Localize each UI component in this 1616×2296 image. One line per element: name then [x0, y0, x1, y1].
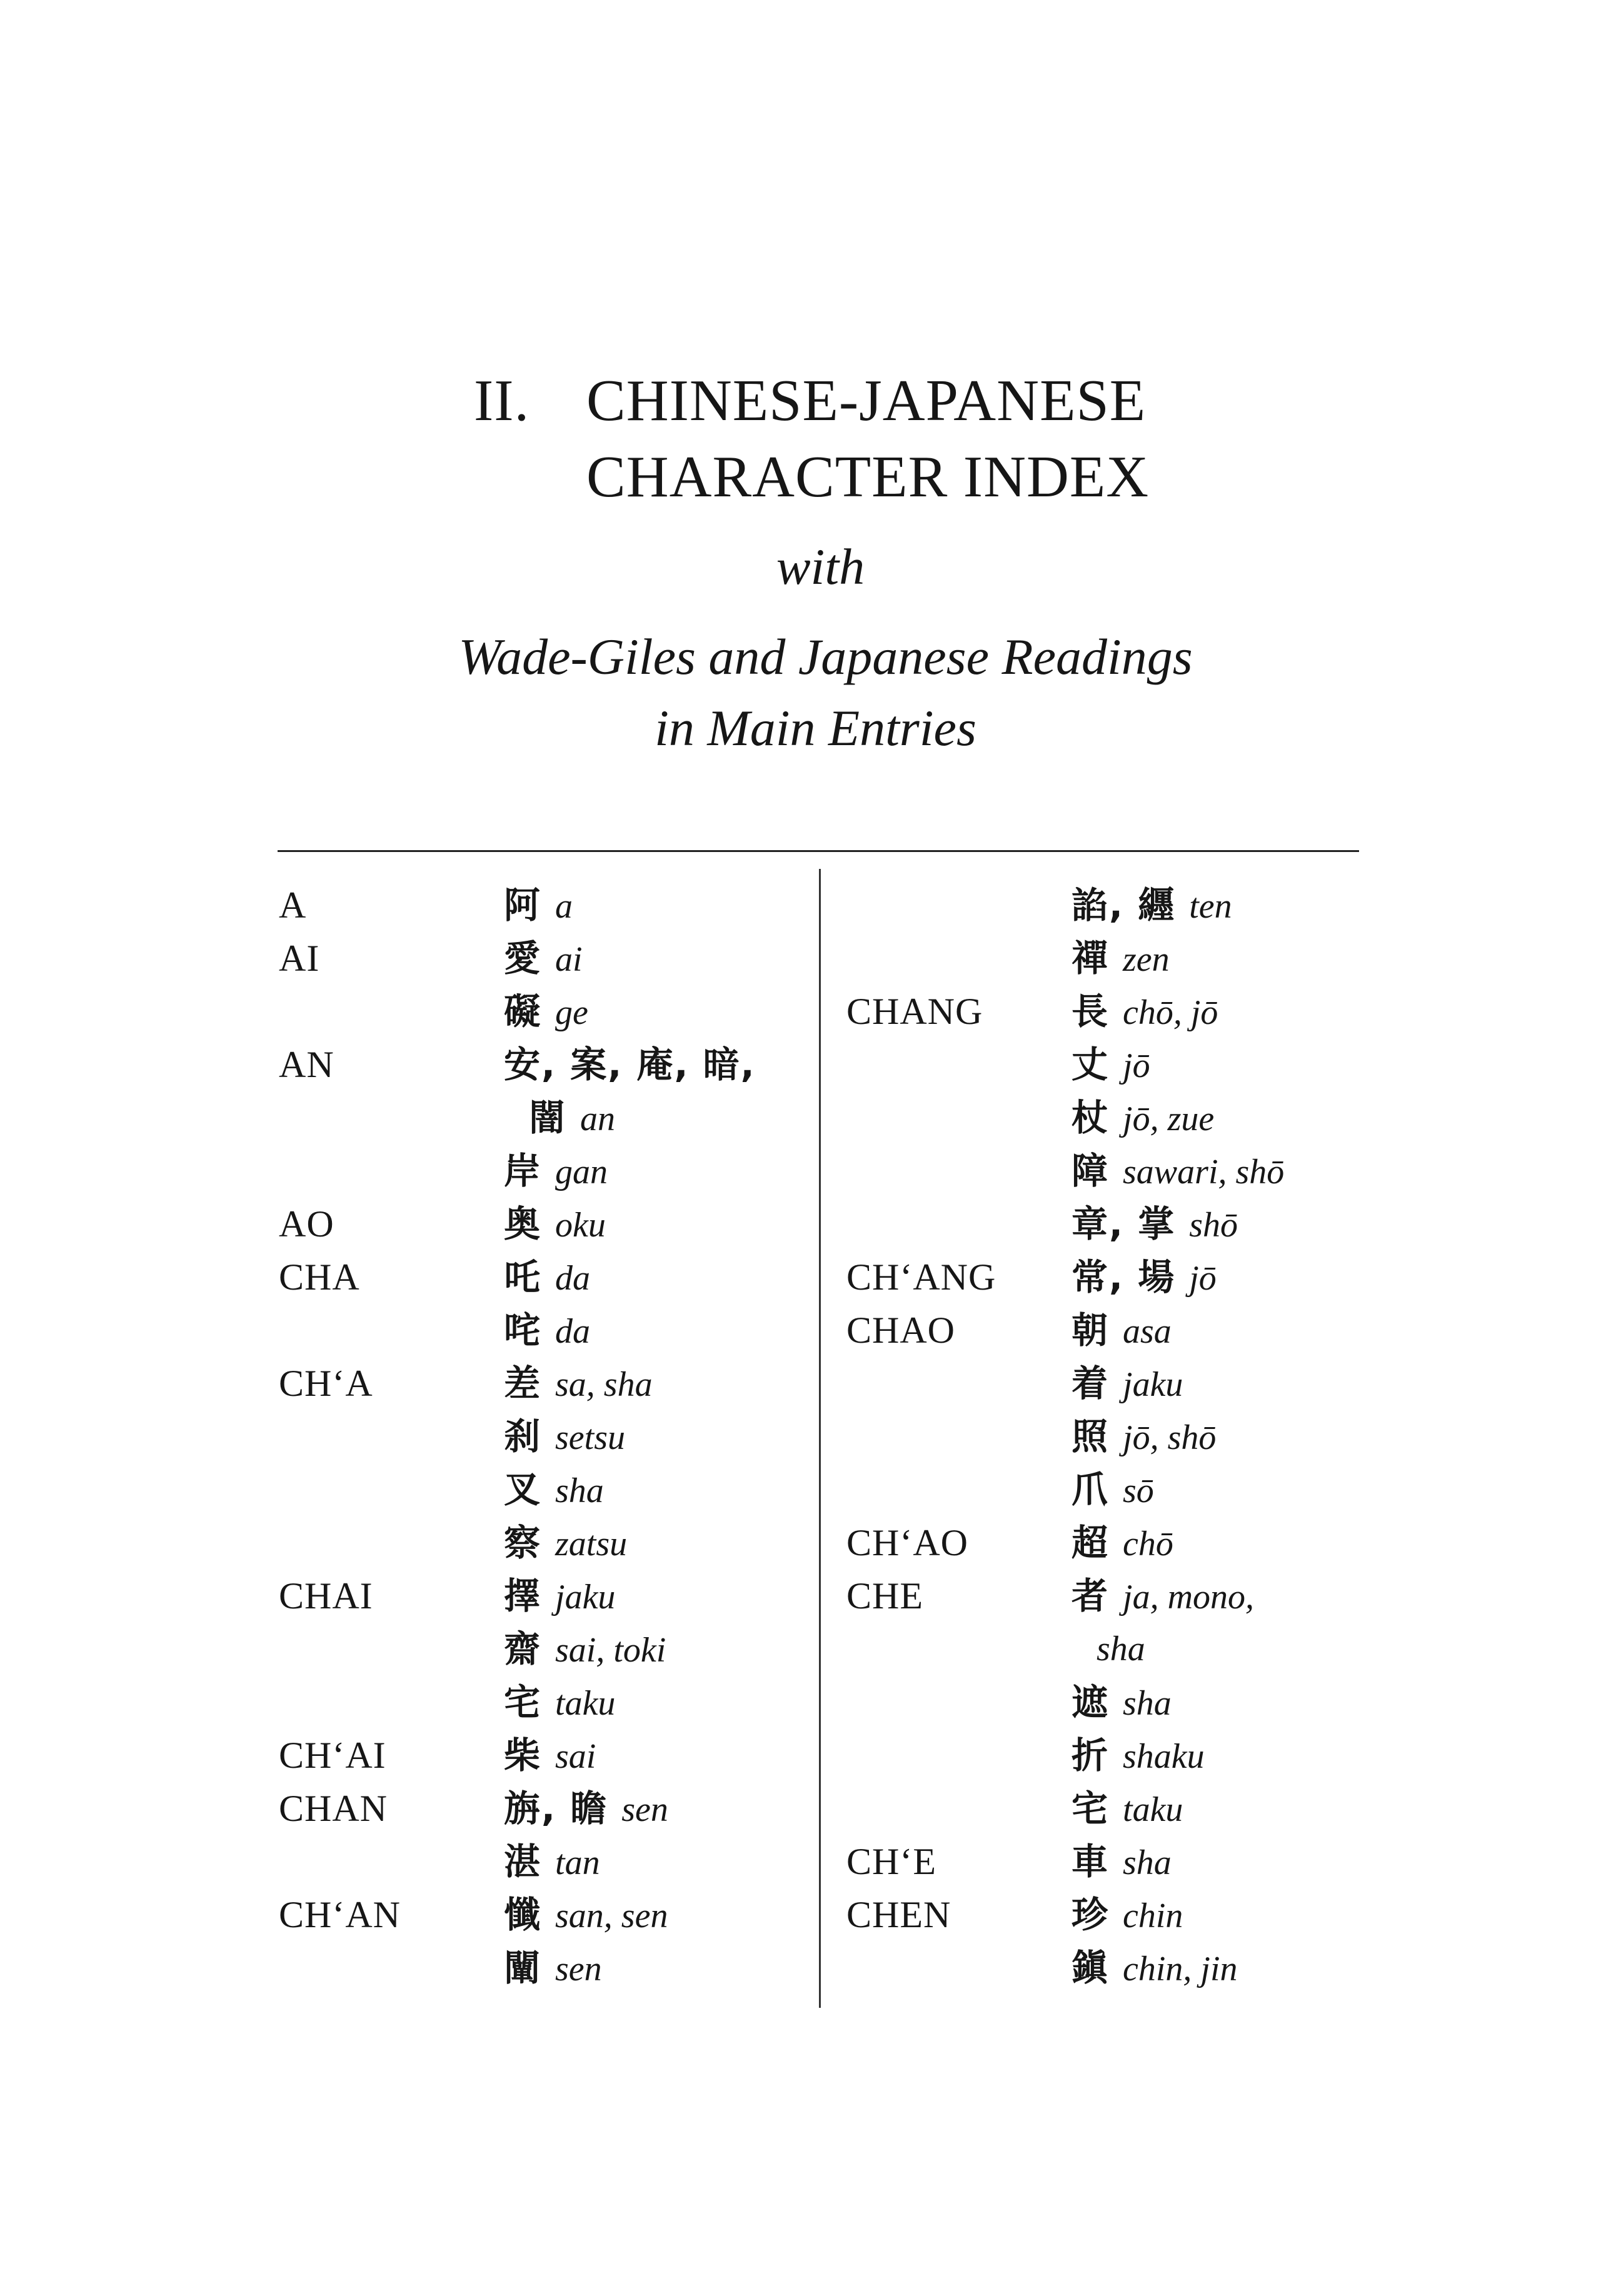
index-row [846, 1251, 1359, 1304]
character-entry [1071, 1942, 1238, 2004]
japanese-reading: ai [555, 940, 583, 979]
wade-giles-heading: CHAI [279, 1575, 373, 1617]
wade-giles-heading: CHAO [846, 1310, 956, 1351]
kanji-characters: 宅 [504, 1681, 542, 1723]
index-row [279, 1516, 804, 1570]
kanji-characters: 宅 [1071, 1787, 1110, 1830]
index-row [846, 1729, 1359, 1782]
japanese-reading: sha [1123, 1843, 1172, 1882]
japanese-reading: jō [1189, 1259, 1217, 1298]
kanji-characters: 遮 [1071, 1681, 1110, 1723]
kanji-characters: 闇 [529, 1096, 567, 1139]
left-index-column [279, 879, 804, 1995]
index-row [846, 1888, 1359, 1942]
index-row [846, 1091, 1359, 1145]
japanese-reading: an [580, 1100, 616, 1138]
index-row [846, 879, 1359, 932]
kanji-characters: 吒 [504, 1256, 542, 1298]
japanese-reading: tan [555, 1843, 600, 1882]
kanji-characters: 安, 案, 庵, 暗, [504, 1043, 756, 1086]
japanese-reading: zatsu [555, 1525, 628, 1563]
japanese-reading: zen [1123, 940, 1170, 979]
index-row [279, 1038, 804, 1091]
index-row [279, 1410, 804, 1463]
kanji-characters: 諂, 纒 [1071, 884, 1176, 926]
japanese-reading: shō [1189, 1206, 1238, 1245]
japanese-reading: jaku [1123, 1365, 1183, 1404]
japanese-reading: taku [1123, 1790, 1183, 1829]
index-row [846, 1357, 1359, 1410]
wade-giles-heading: CHAN [279, 1788, 388, 1829]
subtitle-with: with [776, 538, 865, 595]
japanese-reading: shaku [1123, 1737, 1205, 1776]
japanese-reading: chin [1123, 1897, 1183, 1935]
kanji-characters: 長 [1071, 990, 1110, 1033]
index-row [279, 1304, 804, 1357]
japanese-reading: sha [1097, 1630, 1145, 1668]
wade-giles-heading: AO [279, 1203, 334, 1245]
japanese-reading: gan [555, 1153, 608, 1191]
kanji-characters: 叉 [504, 1468, 542, 1511]
japanese-reading: sawari, shō [1123, 1153, 1285, 1191]
index-row [279, 1091, 804, 1145]
kanji-characters: 阿 [504, 884, 542, 926]
japanese-reading: da [555, 1312, 591, 1351]
japanese-reading: sha [555, 1471, 604, 1510]
japanese-reading: asa [1123, 1312, 1172, 1351]
japanese-reading: ten [1189, 887, 1232, 926]
japanese-reading: ja, mono, [1123, 1578, 1255, 1617]
wade-giles-heading: CH‘AO [846, 1522, 968, 1563]
kanji-characters: 咤 [504, 1309, 542, 1351]
japanese-reading: chō [1123, 1525, 1173, 1563]
japanese-reading: da [555, 1259, 591, 1298]
right-index-column [846, 879, 1359, 1995]
wade-giles-heading: CHE [846, 1575, 923, 1617]
character-entry [504, 1942, 602, 2004]
japanese-reading: jō [1123, 1046, 1150, 1085]
kanji-characters: 珍 [1071, 1893, 1110, 1936]
kanji-characters: 朝 [1071, 1309, 1110, 1351]
japanese-reading: jō, zue [1123, 1100, 1215, 1138]
index-row [279, 1729, 804, 1782]
japanese-reading: ge [555, 993, 588, 1032]
index-row [846, 1038, 1359, 1091]
kanji-characters: 照 [1071, 1415, 1110, 1458]
wade-giles-heading: AN [279, 1044, 334, 1085]
japanese-reading: sai [555, 1737, 596, 1776]
kanji-characters: 差 [504, 1362, 542, 1405]
kanji-characters: 丈 [1071, 1043, 1110, 1086]
section-title-line1: CHINESE-JAPANESE [586, 368, 1147, 433]
wade-giles-heading: CHANG [846, 991, 983, 1032]
index-row [279, 1463, 804, 1516]
kanji-characters: 礙 [504, 990, 542, 1033]
kanji-characters: 柴 [504, 1734, 542, 1777]
section-title-line2: CHARACTER INDEX [586, 444, 1150, 509]
japanese-reading: sen [621, 1790, 668, 1829]
kanji-characters: 愛 [504, 937, 542, 980]
index-row [279, 985, 804, 1038]
index-row [846, 932, 1359, 985]
japanese-reading: san, sen [555, 1897, 668, 1935]
index-row [279, 1623, 804, 1676]
japanese-reading: a [555, 887, 573, 926]
kanji-characters: 旃, 瞻 [504, 1787, 608, 1830]
japanese-reading: chin, jin [1123, 1950, 1238, 1988]
top-rule [278, 850, 1359, 852]
wade-giles-heading: CH‘AI [279, 1735, 386, 1776]
kanji-characters: 岸 [504, 1150, 542, 1192]
index-row [846, 1145, 1359, 1198]
kanji-characters: 奥 [504, 1203, 542, 1245]
index-row [279, 1835, 804, 1888]
kanji-characters: 障 [1071, 1150, 1110, 1192]
index-row [279, 1676, 804, 1729]
index-row [846, 1410, 1359, 1463]
index-row [279, 1198, 804, 1251]
index-row [846, 1676, 1359, 1729]
index-row [846, 1463, 1359, 1516]
japanese-reading: jaku [555, 1578, 616, 1617]
kanji-characters: 刹 [504, 1415, 542, 1458]
index-row [846, 1942, 1359, 1995]
japanese-reading: sen [555, 1950, 602, 1988]
wade-giles-heading: CH‘ANG [846, 1256, 996, 1298]
kanji-characters: 爪 [1071, 1468, 1110, 1511]
kanji-characters: 禪 [1071, 937, 1110, 980]
kanji-characters: 湛 [504, 1840, 542, 1883]
japanese-reading: setsu [555, 1418, 626, 1457]
index-row [279, 1942, 804, 1995]
index-row [846, 1198, 1359, 1251]
index-row [846, 1782, 1359, 1835]
subtitle-line2: in Main Entries [655, 699, 976, 756]
kanji-characters: 闡 [504, 1947, 542, 1989]
kanji-characters: 折 [1071, 1734, 1110, 1777]
wade-giles-heading: CHEN [846, 1894, 951, 1935]
kanji-characters: 着 [1071, 1362, 1110, 1405]
kanji-characters: 鎭 [1071, 1947, 1110, 1989]
japanese-reading: oku [555, 1206, 606, 1245]
japanese-reading: sa, sha [555, 1365, 653, 1404]
column-divider [819, 869, 821, 2008]
japanese-reading: sō [1123, 1471, 1154, 1510]
kanji-characters: 擇 [504, 1575, 542, 1617]
wade-giles-heading: AI [279, 938, 320, 979]
wade-giles-heading: A [279, 885, 307, 926]
kanji-characters: 常, 場 [1071, 1256, 1176, 1298]
japanese-reading: jō, shō [1123, 1418, 1217, 1457]
index-row [846, 1623, 1359, 1676]
index-row [279, 879, 804, 932]
kanji-characters: 超 [1071, 1521, 1110, 1564]
character-entry [1071, 1623, 1145, 1684]
index-row [846, 1835, 1359, 1888]
index-row [846, 1304, 1359, 1357]
index-row [846, 1570, 1359, 1623]
subtitle-line1: Wade-Giles and Japanese Readings [458, 628, 1193, 685]
index-row [279, 932, 804, 985]
kanji-characters: 者 [1071, 1575, 1110, 1617]
index-row [279, 1888, 804, 1942]
kanji-characters: 杖 [1071, 1096, 1110, 1139]
kanji-characters: 車 [1071, 1840, 1110, 1883]
index-row [846, 985, 1359, 1038]
section-numeral: II. [474, 368, 530, 433]
index-row [279, 1570, 804, 1623]
japanese-reading: taku [555, 1684, 616, 1723]
index-row [846, 1516, 1359, 1570]
index-row [279, 1145, 804, 1198]
kanji-characters: 齋 [504, 1628, 542, 1670]
index-row [279, 1782, 804, 1835]
japanese-reading: chō, jō [1123, 993, 1218, 1032]
kanji-characters: 章, 掌 [1071, 1203, 1176, 1245]
index-row [279, 1357, 804, 1410]
wade-giles-heading: CH‘E [846, 1841, 936, 1882]
kanji-characters: 察 [504, 1521, 542, 1564]
wade-giles-heading: CH‘AN [279, 1894, 401, 1935]
japanese-reading: sha [1123, 1684, 1172, 1723]
wade-giles-heading: CH‘A [279, 1363, 373, 1404]
index-row [279, 1251, 804, 1304]
japanese-reading: sai, toki [555, 1631, 666, 1670]
wade-giles-heading: CHA [279, 1256, 360, 1298]
kanji-characters: 懺 [504, 1893, 542, 1936]
